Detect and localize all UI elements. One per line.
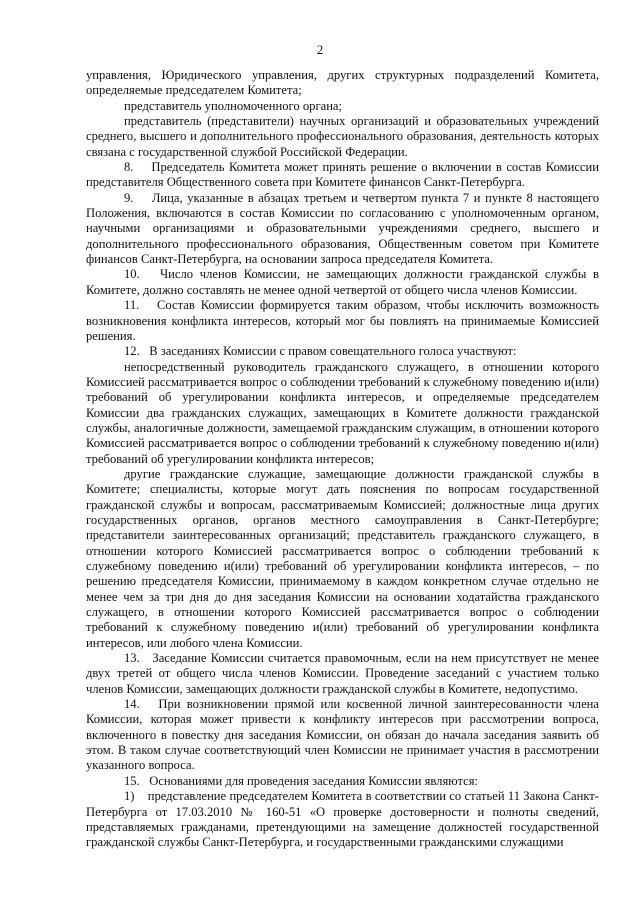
paragraph-item-14: 14. При возникновении прямой или косвенной личной заинтересованности члена Комиссии, которая может привести к конфликту интересов при рассмотрении вопроса, включенного в повестку дня заседания Комиссии, он обязан до начала заседания заявить об этом. В таком случае соответствующий член Комиссии не принимает участия в рассмотрении указанного вопроса. <box>86 697 599 773</box>
paragraph-other-servants: другие гражданские служащие, замещающие должности гражданской службы в Комитете; специалисты, которые могут дать пояснения по вопросам государственной гражданской службы и вопросам, рассматриваемым Комиссией; должностные лица других государственных органов, органов местного самоуправления в Санкт-Петербурге; представители заинтересованных организаций; представитель гражданского служащего, в отношении которого Комиссией рассматривается вопрос о соблюдении требований к служебному поведению и(или) требований об урегулировании конфликта интересов, – по решению председателя Комиссии, принимаемому в каждом конкретном случае отдельно не менее чем за три дня до дня заседания Комиссии на основании ходатайства гражданского служащего, в отношении которого Комиссией рассматривается вопрос о соблюдении требований к служебному поведению и(или) требований об урегулировании конфликта интересов, или любого члена Комиссии. <box>86 466 599 650</box>
paragraph-item-15: 15. Основаниями для проведения заседания Комиссии являются: <box>124 773 479 788</box>
paragraph-continuation: управления, Юридического управления, других структурных подразделений Комитета, определяемые председателем Комитета; <box>86 68 599 98</box>
paragraph-item-8: 8. Председатель Комитета может принять решение о включении в состав Комиссии представителя Общественного совета при Комитете финансов Санкт-Петербурга. <box>86 160 599 190</box>
paragraph-item-9: 9. Лица, указанные в абзацах третьем и четвертом пункта 7 и пункте 8 настоящего Положения, включаются в состав Комиссии по согласованию с уполномоченным органом, научными организациями и образовательными учреждениями среднего, высшего и дополнительного профессионального образования, Общественным советом при Комитете финансов Санкт-Петербурга, на основании запроса председателя Комитета. <box>86 190 599 267</box>
paragraph-item-15-1: 1) представление председателем Комитета в соответствии со статьей 11 Закона Санкт-Петербурга от 17.03.2010 № 160-51 «О проверке достоверности и полноты сведений, представляемых гражданами, претендующими на замещение должностей государственной гражданской службы Санкт-Петербурга, и государственными гражданскими служащими <box>86 789 599 850</box>
paragraph-item-12: 12. В заседаниях Комиссии с правом совещательного голоса участвуют: <box>124 344 517 359</box>
document-body <box>86 68 599 851</box>
paragraph-item-10: 10. Число членов Комиссии, не замещающих должности гражданской службы в Комитете, должно составлять не менее одной четвертой от общего числа членов Комиссии. <box>86 267 599 297</box>
paragraph-authorized-body: представитель уполномоченного органа; <box>124 98 343 113</box>
page-number: 2 <box>316 42 324 57</box>
paragraph-direct-supervisor: непосредственный руководитель гражданского служащего, в отношении которого Комиссией рассматривается вопрос о соблюдении требований к служебному поведению и(или) требований об урегулировании конфликта интересов, и определяемые председателем Комиссии два гражданских служащих, замещающих в Комитете должности гражданской службы, аналогичные должности, замещаемой гражданским служащим, в отношении которого Комиссией рассматривается вопрос о соблюдении требований к служебному поведению и(или) требований об урегулировании конфликта интересов; <box>86 359 599 466</box>
paragraph-item-11: 11. Состав Комиссии формируется таким образом, чтобы исключить возможность возникновения конфликта интересов, который мог бы повлиять на принимаемые Комиссией решения. <box>86 298 599 343</box>
paragraph-scientific-orgs: представитель (представители) научных организаций и образовательных учреждений среднего, высшего и дополнительного профессионального образования, деятельность которых связана с государственной службой Российской Федерации. <box>86 114 599 159</box>
paragraph-item-13: 13. Заседание Комиссии считается правомочным, если на нем присутствует не менее двух третей от общего числа членов Комиссии. Проведение заседаний с участием только членов Комиссии, замещающих должности гражданской службы в Комитете, недопустимо. <box>86 651 599 696</box>
